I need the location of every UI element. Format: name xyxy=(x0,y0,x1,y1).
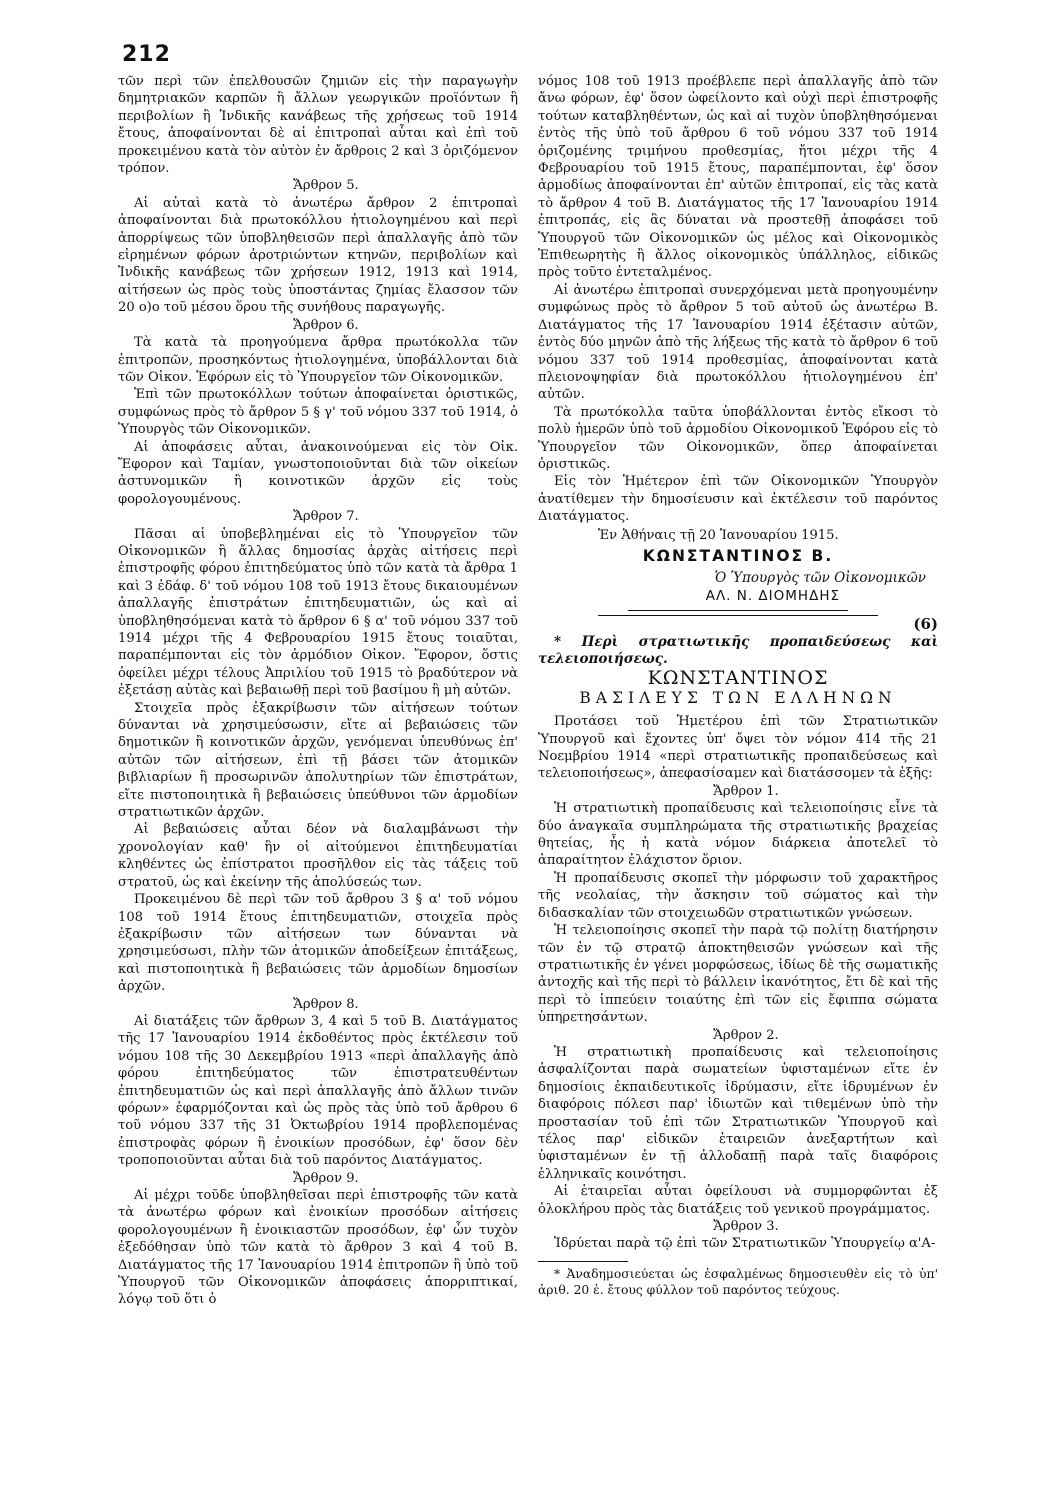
paragraph: Εἰς τὸν Ἡμέτερον ἐπὶ τῶν Οἰκονομικῶν Ὑπουργὸν ἀνατίθεμεν τὴν δημοσίευσιν καὶ ἐκτέλεσιν τοῦ παρόντος Διατάγματος. xyxy=(538,474,938,525)
paragraph: Αἱ μέχρι τοῦδε ὑποβληθεῖσαι περὶ ἐπιστροφῆς τῶν κατὰ τὰ ἀνωτέρω φόρων καὶ ἐνοικίων προσόδων αἰτήσεις φορολογουμένων ἢ ἐνοικιαστῶν προσόδων, ἐφ' ὧν τυχὸν ἐξεδόθησαν ὑπὸ τῶν κατὰ τὸ ἄρθρον 3 καὶ 4 τοῦ Β. Διατάγματος τῆς 17 Ἰανουαρίου 1914 ἐπιτροπῶν ἢ ὑπὸ τοῦ Ὑπουργοῦ τῶν Οἰκονομικῶν ἀποφάσεις ἀπορριπτικαί, λόγῳ τοῦ ὅτι ὁ xyxy=(118,1188,518,1308)
second-decree-heading: ΒΑΣΙΛΕΥΣ ΤΩΝ ΕΛΛΗΝΩΝ xyxy=(579,688,897,707)
article-heading: Ἄρθρον 5. xyxy=(293,178,359,194)
paragraph: Ἡ στρατιωτικὴ προπαίδευσις καὶ τελειοποίησις ἀσφαλίζονται παρὰ σωματείων ὑφισταμένων εἴτε ἐν δημοσίοις ἐκπαιδευτικοῖς ἱδρύμασιν, εἴτε ἱδρυμένων ἐν διαφόροις πόλεσι παρ' ἰδιωτῶν καὶ τιθεμένων ὑπὸ τὴν προστασίαν τοῦ ἐπὶ τῶν Στρατιωτικῶν Ὑπουργοῦ καὶ τέλος παρ' εἰδικῶν ἑταιρειῶν ἀνεξαρτήτων καὶ ὑφισταμένων ἐν τῇ ἀλλοδαπῇ παρὰ ταῖς διαφόροις ἑλληνικαῖς κοινότησι. xyxy=(538,1044,938,1182)
minister-name: ΑΛ. Ν. ΔΙΟΜΗΔΗΣ xyxy=(705,587,840,604)
left-column xyxy=(118,73,518,1483)
paragraph: νόμος 108 τοῦ 1913 προέβλεπε περὶ ἀπαλλαγῆς ἀπὸ τῶν ἄνω φόρων, ἐφ' ὅσον ὠφείλοντο καὶ οὐχὶ περὶ ἐπιστροφῆς τούτων καταβληθέντων, ὡς καὶ αἱ τυχὸν ὑποβληθησόμεναι ἐντὸς τῆς ὑπὸ τοῦ ἄρθρου 6 τοῦ νόμου 337 τοῦ 1914 ὁριζομένης τριμήνου προθεσμίας, ἤτοι μέχρι τῆς 4 Φεβρουαρίου τοῦ 1915 ἔτους, παραπέμπονται, ἐφ' ὅσον ἁρμοδίως ἀποφαίνονται ἐπ' αὐτῶν ἐπιτροπαί, εἰς τὰς κατὰ τὸ ἄρθρον 4 τοῦ Β. Διατάγματος τῆς 17 Ἰανουαρίου 1914 ἐπιτροπάς, εἰς ἃς δύναται νὰ προστεθῇ ἀποφάσει τοῦ Ὑπουργοῦ τῶν Οἰκονομικῶν ὡς μέλος καὶ Οἰκονομικὸς Ἐπιθεωρητὴς ἢ ἄλλος οἰκονομικὸς ὑπάλληλος, εἰδικῶς πρὸς τοῦτο ἐντεταλμένος. xyxy=(538,74,938,281)
paragraph: Τὰ πρωτόκολλα ταῦτα ὑποβάλλονται ἐντὸς εἴκοσι τὸ πολὺ ἡμερῶν ὑπὸ τοῦ ἁρμοδίου Οἰκονομικοῦ Ἐφόρου εἰς τὸ Ὑπουργεῖον τῶν Οἰκονομικῶν, ὅπερ ἀποφαίνεται ὁριστικῶς. xyxy=(538,404,938,472)
minister-title: Ὁ Ὑπουργὸς τῶν Οἰκονομικῶν xyxy=(714,570,926,587)
king-signature: ΚΩΝΣΤΑΝΤΙΝΟΣ Β. xyxy=(642,546,834,565)
right-column-body xyxy=(538,73,938,526)
article-heading: Ἄρθρον 8. xyxy=(293,996,359,1012)
article-heading: Ἄρθρον 1. xyxy=(713,783,779,799)
paragraph: Πᾶσαι αἱ ὑποβεβλημέναι εἰς τὸ Ὑπουργεῖον τῶν Οἰκονομικῶν ἢ ἄλλας δημοσίας ἀρχὰς αἰτήσεις περὶ ἐπιστροφῆς φόρου ἐπιτηδεύματος ὑπὸ τῶν κατὰ τὰ ἄρθρα 1 καὶ 3 ἐδάφ. δ' τοῦ νόμου 108 τοῦ 1913 ἔτους δικαιουμένων ἀπαλλαγῆς ἐπιστράτων ἐπιτηδευματιῶν, ὡς καὶ αἱ ὑποβληθησόμεναι κατὰ τὸ ἄρθρον 6 § α' τοῦ νόμου 337 τοῦ 1914 μέχρι τῆς 4 Φεβρουαρίου 1915 ἔτους τοιαῦται, παραπέμπονται εἰς τὸν ἁρμόδιον Οἰκον. Ἔφορον, ὅστις ὀφείλει μέχρι τέλους Ἀπριλίου τοῦ 1915 τὸ βραδύτερον νὰ ἐξετάσῃ αὐτὰς καὶ βεβαιωθῇ περὶ τοῦ βασίμου ἢ μὴ αὐτῶν. xyxy=(118,526,518,699)
paragraph: Ἡ τελειοποίησις σκοπεῖ τὴν παρὰ τῷ πολίτῃ διατήρησιν τῶν ἐν τῷ στρατῷ ἀποκτηθεισῶν γνώσεων καὶ τῆς στρατιωτικῆς ἐν γένει μορφώσεως, ἰδίως δὲ τῆς σωματικῆς ἀντοχῆς καὶ τῆς περὶ τὸ βάλλειν ἱκανότητος, ἔτι δὲ καὶ τῆς περὶ τὸ ἱππεύειν τοιαύτης ἐπὶ τῶν εἰς ἔφιππα σώματα ὑπηρετησάντων. xyxy=(538,923,938,1026)
paragraph: Αἱ αὐταὶ κατὰ τὸ ἀνωτέρω ἄρθρον 2 ἐπιτροπαὶ ἀποφαίνονται διὰ πρωτοκόλλου ἠτιολογημένου καὶ περὶ ἀπορρίψεως τῶν ὑποβληθεισῶν περὶ ἀπαλλαγῆς ἀπὸ τῶν εἰρημένων φόρων ἀροτριώντων κτηνῶν, περιβολίων καὶ Ἰνδικῆς κανάβεως τῶν χρήσεων 1912, 1913 καὶ 1914, αἰτήσεων ὡς πρὸς τοὺς ὑποστάντας ζημίας ἔλασσον τῶν 20 ο)ο τοῦ μέσου ὅρου τῆς συνήθους παραγωγῆς. xyxy=(118,195,518,316)
paragraph: Αἱ διατάξεις τῶν ἄρθρων 3, 4 καὶ 5 τοῦ Β. Διατάγματος τῆς 17 Ἰανουαρίου 1914 ἐκδοθέντος πρὸς ἐκτέλεσιν τοῦ νόμου 108 τῆς 30 Δεκεμβρίου 1913 «περὶ ἀπαλλαγῆς ἀπὸ φόρου ἐπιτηδεύματος τῶν ἐπιστρατευθέντων ἐπιτηδευματιῶν ὡς καὶ περὶ ἀπαλλαγῆς ἀπὸ ἄλλων τινῶν φόρων» ἐφαρμόζονται καὶ ὡς πρὸς τὰς ὑπὸ τοῦ ἄρθρου 6 τοῦ νόμου 337 τῆς 31 Ὀκτωβρίου 1914 προβλεπομένας ἐπιστροφὰς φόρων ἢ ἐνοικίων προσόδων, ἐφ' ὅσον δὲν τροποποιοῦνται αὗται διὰ τοῦ παρόντος Διατάγματος. xyxy=(118,1013,518,1169)
paragraph: Προτάσει τοῦ Ἡμετέρου ἐπὶ τῶν Στρατιωτικῶν Ὑπουργοῦ καὶ ἔχοντες ὑπ' ὄψει τὸν νόμον 414 τῆς 21 Νοεμβρίου 1914 «περὶ στρατιωτικῆς προπαιδεύσεως καὶ τελειοποιήσεως», ἀπεφασίσαμεν καὶ διατάσσομεν τὰ ἑξῆς: xyxy=(538,714,938,782)
article-heading: Ἄρθρον 3. xyxy=(713,1219,779,1234)
paragraph: τῶν περὶ τῶν ἐπελθουσῶν ζημιῶν εἰς τὴν παραγωγὴν δημητριακῶν καρπῶν ἢ ἄλλων γεωργικῶν προϊόντων ἢ περιβολίων ἢ Ἰνδικῆς κανάβεως τῆς χρήσεως τοῦ 1914 ἔτους, ἀποφαίνονται δὲ αἱ ἐπιτροπαὶ αὗται καὶ ἐπὶ τοῦ προκειμένου κατὰ τὸν αὐτὸν ἐν ἄρθροις 2 καὶ 3 ὁριζόμενον τρόπον. xyxy=(118,74,518,177)
paragraph: Στοιχεῖα πρὸς ἐξακρίβωσιν τῶν αἰτήσεων τούτων δύνανται νὰ χρησιμεύσωσιν, εἴτε αἱ βεβαιώσεις τῶν δημοτικῶν ἢ κοινοτικῶν ἀρχῶν, γενόμεναι ὑπευθύνως ἐπ' αὐτῶν τῶν αἰτήσεων, ἐπὶ τῇ βάσει τῶν ἀτομικῶν βιβλιαρίων ἢ προσωρινῶν ἀπολυτηρίων τῶν ἐπιστράτων, εἴτε πιστοποιητικὰ ἢ βεβαιώσεις ὑπεύθυνοι τῶν ἁρμοδίων στρατιωτικῶν ἀρχῶν. xyxy=(118,700,518,821)
place-date: Ἐν Ἀθήναις τῇ 20 Ἰανουαρίου 1915. xyxy=(598,527,839,543)
article-heading: Ἄρθρον 7. xyxy=(293,509,359,525)
paragraph: Αἱ ἀποφάσεις αὗται, ἀνακοινούμεναι εἰς τὸν Οἰκ. Ἔφορον καὶ Ταμίαν, γνωστοποιοῦνται διὰ τῶν οἰκείων ἀστυνομικῶν ἢ κοινοτικῶν ἀρχῶν εἰς τοὺς φορολογουμένους. xyxy=(118,439,518,507)
article-heading: Ἄρθρον 6. xyxy=(293,317,359,333)
article-heading: Ἄρθρον 2. xyxy=(713,1027,779,1043)
paragraph: Ἐπὶ τῶν πρωτοκόλλων τούτων ἀποφαίνεται ὁριστικῶς, συμφώνως πρὸς τὸ ἄρθρον 5 § γ' τοῦ νόμου 337 τοῦ 1914, ὁ Ὑπουργὸς τῶν Οἰκονομικῶν. xyxy=(118,387,518,438)
paragraph: Αἱ ἑταιρεῖαι αὗται ὀφείλουσι νὰ συμμορφῶνται ἐξ ὁλοκλήρου πρὸς τὰς διατάξεις τοῦ γενικοῦ προγράμματος. xyxy=(538,1184,938,1217)
signature-rule xyxy=(628,610,848,611)
second-decree-body xyxy=(538,713,938,1253)
second-decree-title: * Περὶ στρατιωτικῆς προπαιδεύσεως καὶ τελειοποιήσεως. xyxy=(538,633,938,667)
second-decree-king: ΚΩΝΣΤΑΝΤΙΝΟΣ xyxy=(647,667,829,690)
article-heading: Ἄρθρον 9. xyxy=(293,1170,359,1186)
paragraph: Προκειμένου δὲ περὶ τῶν τοῦ ἄρθρου 3 § α' τοῦ νόμου 108 τοῦ 1914 ἔτους ἐπιτηδευματιῶν, στοιχεῖα πρὸς ἐξακρίβωσιν τῶν αἰτήσεων των δύνανται νὰ χρησιμεύσωσι, πλὴν τῶν ἀτομικῶν ἀποδείξεων ἐπιτάξεως, καὶ πιστοποιητικὰ ἢ βεβαιώσεις τῶν ἁρμοδίων δημοσίων ἀρχῶν. xyxy=(118,892,518,995)
paragraph: Ἡ προπαίδευσις σκοπεῖ τὴν μόρφωσιν τοῦ χαρακτῆρος τῆς νεολαίας, τὴν ἄσκησιν τοῦ σώματος καὶ τὴν διδασκαλίαν τῶν στοιχειωδῶν στρατιωτικῶν γνώσεων. xyxy=(538,870,938,921)
footnote-rule xyxy=(538,1261,628,1262)
paragraph: Τὰ κατὰ τὰ προηγούμενα ἄρθρα πρωτόκολλα τῶν ἐπιτροπῶν, προσηκόντως ἠτιολογημένα, ὑποβάλλονται διὰ τῶν Οἰκον. Ἐφόρων εἰς τὸ Ὑπουργεῖον τῶν Οἰκονομικῶν. xyxy=(118,335,518,385)
right-column xyxy=(538,73,938,1483)
paragraph: Ἡ στρατιωτικὴ προπαίδευσις καὶ τελειοποίησις εἶνε τὰ δύο ἀναγκαῖα συμπληρώματα τῆς στρατιωτικῆς βραχείας θητείας, ἧς ἡ κατὰ νόμον διάρκεια ἀποτελεῖ τὸ ἀπαραίτητον ἐλάχιστον ὅριον. xyxy=(538,801,938,869)
paragraph: Αἱ ἀνωτέρω ἐπιτροπαὶ συνερχόμεναι μετὰ προηγουμένην συμφώνως πρὸς τὸ ἄρθρον 5 τοῦ αὐτοῦ ὡς ἀνωτέρω Β. Διατάγματος τῆς 17 Ἰανουαρίου 1914 ἐξέτασιν αὐτῶν, ἐντὸς δύο μηνῶν ἀπὸ τῆς λήξεως τῆς κατὰ τὸ ἄρθρον 6 τοῦ νόμου 337 τοῦ 1914 προθεσμίας, ἀποφαίνονται κατὰ πλειονοψηφίαν διὰ πρωτοκόλλου ἠτιολογημένου ἐπ' αὐτῶν. xyxy=(538,282,938,403)
footnote: * Ἀναδημοσιεύεται ὡς ἐσφαλμένως δημοσιευθὲν εἰς τὸ ὑπ' ἀριθ. 20 ἐ. ἔτους φύλλον τοῦ παρόντος τεύχους. xyxy=(538,1266,938,1297)
page-number: 212 xyxy=(122,42,171,67)
paragraph: Αἱ βεβαιώσεις αὗται δέον νὰ διαλαμβάνωσι τὴν χρονολογίαν καθ' ἣν οἱ αἰτούμενοι ἐπιτηδευματίαι κληθέντες ὡς ἐπίστρατοι προσῆλθον εἰς τὰς τάξεις τοῦ στρατοῦ, ὡς καὶ ἐκείνην τῆς ἀπολύσεώς των. xyxy=(118,822,518,890)
paragraph: Ἱδρύεται παρὰ τῷ ἐπὶ τῶν Στρατιωτικῶν Ὑπουργείῳ α'Α- xyxy=(554,1236,936,1252)
decree-number: (6) xyxy=(913,615,938,634)
